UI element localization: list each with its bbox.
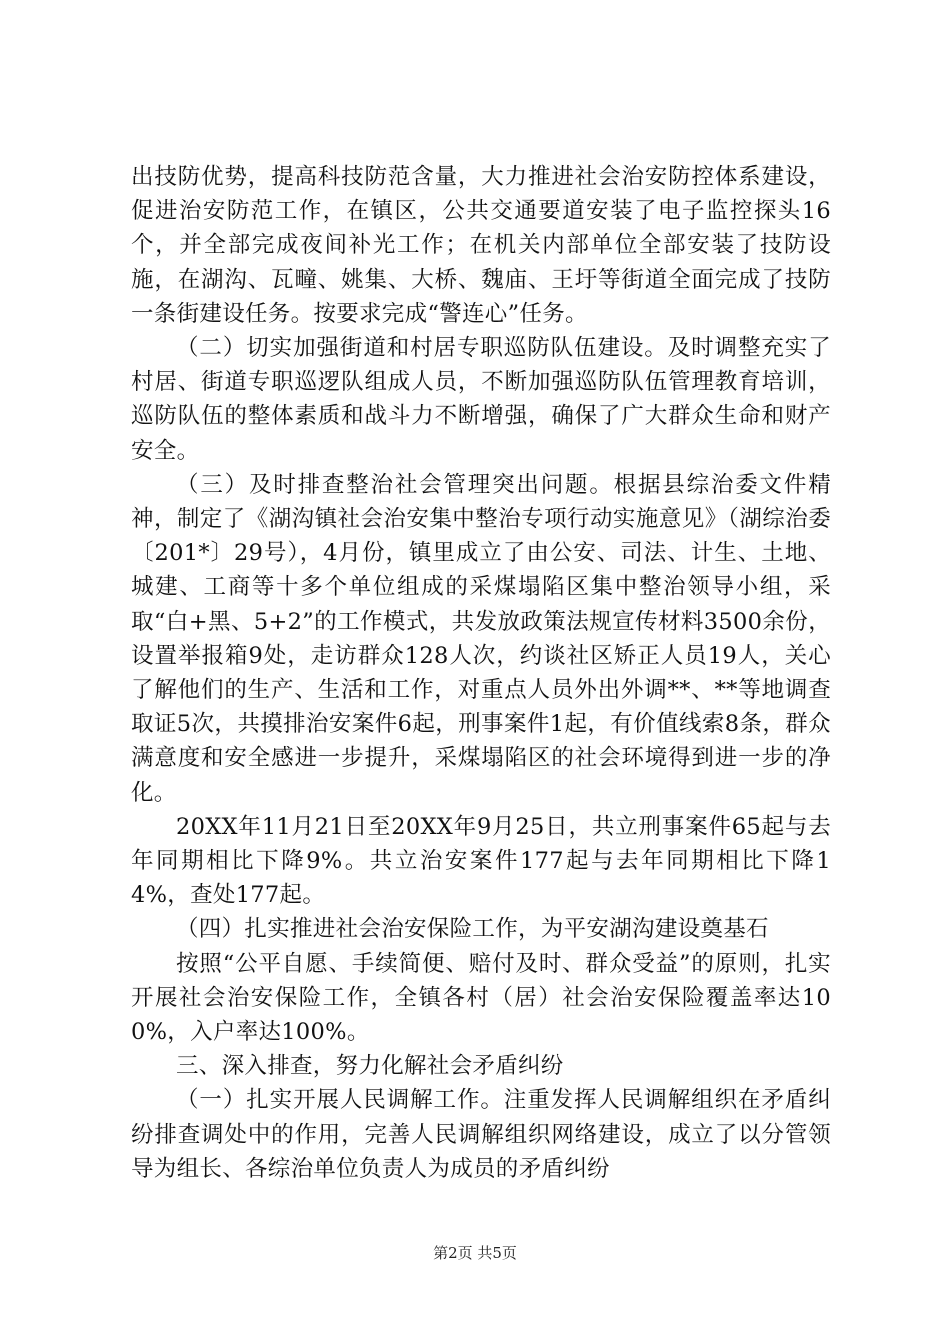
paragraph-insurance-coverage: 按照“公平自愿、手续简便、赔付及时、群众受益”的原则，扎实开展社会治安保险工作，全镇各村（居）社会治安保险覆盖率达100%，入户率达100%。	[131, 950, 831, 1046]
section-heading-disputes: 三、深入排查，努力化解社会矛盾纠纷	[176, 1053, 564, 1080]
paragraph-rectification: （三）及时排查整治社会管理突出问题。根据县综治委文件精神，制定了《湖沟镇社会治安集中整治专项行动实施意见》（湖综治委〔201*〕29号），4月份，镇里成立了由公安、司法、计生、土地、城建、工商等十多个单位组成的采煤塌陷区集中整治领导小组，采取“白+黑、5+2”的工作模式，共发放政策法规宣传材料3500余份，设置举报箱9处，走访群众128人次，约谈社区矫正人员19人，关心了解他们的生产、生活和工作，对重点人员外出外调**、**等地调查取证5次，共摸排治安案件6起，刑事案件1起，有价值线索8条，群众满意度和安全感进一步提升，采煤塌陷区的社会环境得到进一步的净化。	[131, 471, 831, 806]
paragraph-case-statistics: 20XX年11月21日至20XX年9月25日，共立刑事案件65起与去年同期相比下降9%。共立治安案件177起与去年同期相比下降14%，查处177起。	[131, 813, 831, 909]
page-number-label: 第2页 共5页	[433, 1244, 517, 1262]
page-footer	[0, 1243, 950, 1263]
paragraph-patrol-team: （二）切实加强街道和村居专职巡防队伍建设。及时调整充实了村居、街道专职巡逻队组成人员，不断加强巡防队伍管理教育培训，巡防队伍的整体素质和战斗力不断增强，确保了广大群众生命和财产安全。	[131, 335, 831, 464]
paragraph-tech-prevention: 出技防优势，提高科技防范含量，大力推进社会治安防控体系建设，促进治安防范工作，在镇区，公共交通要道安装了电子监控探头16个，并全部完成夜间补光工作；在机关内部单位全部安装了技防设施，在湖沟、瓦疃、姚集、大桥、魏庙、王圩等街道全面完成了技防一条街建设任务。按要求完成“警连心”任务。	[131, 164, 831, 327]
paragraph-mediation: （一）扎实开展人民调解工作。注重发挥人民调解组织在矛盾纠纷排查调处中的作用，完善人民调解组织网络建设，成立了以分管领导为组长、各综治单位负责人为成员的矛盾纠纷	[131, 1087, 831, 1182]
document-body	[131, 160, 831, 1186]
paragraph-insurance-heading: （四）扎实推进社会治安保险工作，为平安湖沟建设奠基石	[176, 916, 769, 943]
